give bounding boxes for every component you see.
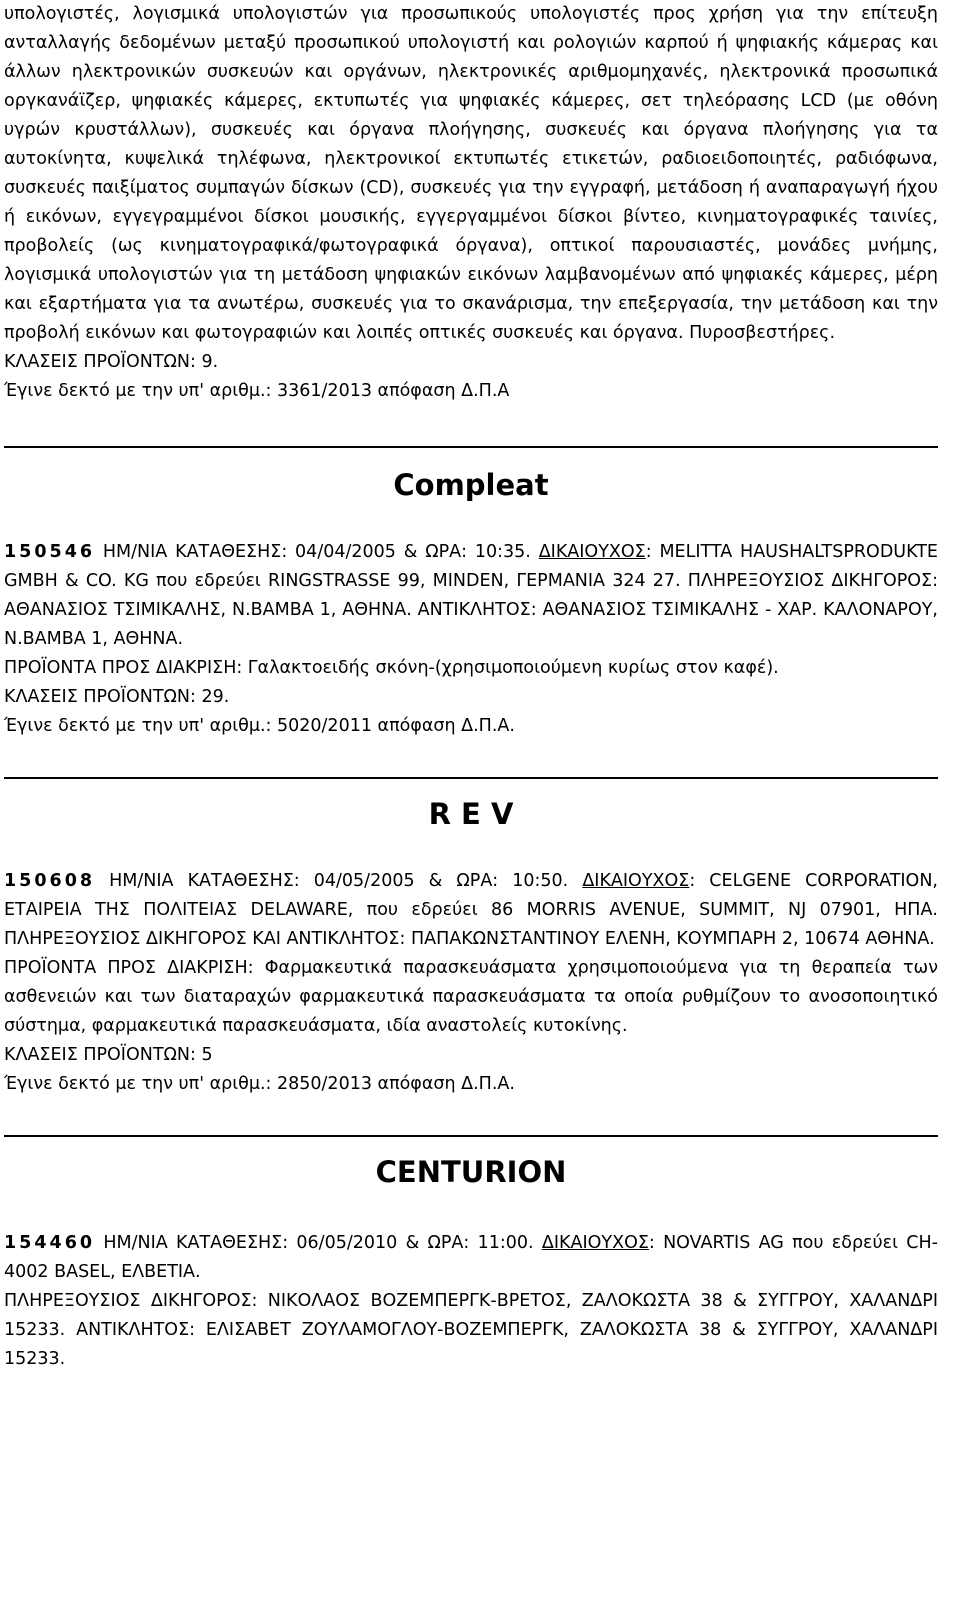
owner-label: ΔΙΚΑΙΟΥΧΟΣ bbox=[582, 871, 690, 891]
entry-150546-header bbox=[4, 538, 938, 654]
trademark-compleat: Compleat bbox=[393, 468, 549, 502]
owner-label: ΔΙΚΑΙΟΥΧΟΣ bbox=[538, 542, 646, 562]
entry-number: 150608 bbox=[4, 871, 96, 891]
entry-number: 150546 bbox=[4, 542, 96, 562]
entry-154460-attorney: ΠΛΗΡΕΞΟΥΣΙΟΣ ΔΙΚΗΓΟΡΟΣ: ΝΙΚΟΛΑΟΣ ΒΟΖΕΜΠΕΡΓΚ-ΒΡΕΤΟΣ, ΖΑΛΟΚΩΣΤΑ 38 & ΣΥΓΓΡΟΥ, ΧΑΛΑΝΔΡΙ 15233. ΑΝΤΙΚΛΗΤΟΣ: ΕΛΙΣΑΒΕΤ ΖΟΥΛΑΜΟΓΛΟΥ-ΒΟΖΕΜΠΕΡΓΚ, ΖΑΛΟΚΩΣΤΑ 38 & ΣΥΓΓΡΟΥ, ΧΑΛΑΝΔΡΙ 15233. bbox=[4, 1291, 938, 1369]
entry-150546-products: ΠΡΟΪΟΝΤΑ ΠΡΟΣ ΔΙΑΚΡΙΣΗ: Γαλακτοειδής σκόνη-(χρησιμοποιούμενη κυρίως στον καφέ). bbox=[4, 658, 779, 678]
filing-date: ΗΜ/ΝΙΑ ΚΑΤΑΘΕΣΗΣ: 04/05/2005 & ΩΡΑ: 10:50. bbox=[95, 871, 583, 891]
section-divider bbox=[4, 1135, 938, 1137]
intro-accepted: Έγινε δεκτό με την υπ' αριθμ.: 3361/2013 απόφαση Δ.Π.Α bbox=[4, 381, 510, 401]
trademark-centurion: CENTURION bbox=[375, 1155, 567, 1189]
section-divider bbox=[4, 777, 938, 779]
owner-details: : NOVARTIS AG που εδρεύει CH-4002 BASEL, ΕΛΒΕΤΙΑ. bbox=[4, 1233, 938, 1282]
entry-150546-classes: ΚΛΑΣΕΙΣ ΠΡΟΪΟΝΤΩΝ: 29. bbox=[4, 687, 230, 707]
intro-classes: ΚΛΑΣΕΙΣ ΠΡΟΪΟΝΤΩΝ: 9. bbox=[4, 352, 219, 372]
owner-details: : MELITTA HAUSHALTSPRODUKTE GMBH & CO. KG που εδρεύει RINGSTRASSE 99, MINDEN, ΓΕΡΜΑΝΙΑ 324 27. ΠΛΗΡΕΞΟΥΣΙΟΣ ΔΙΚΗΓΟΡΟΣ: ΑΘΑΝΑΣΙΟΣ ΤΣΙΜΙΚΑΛΗΣ, Ν.ΒΑΜΒΑ 1, ΑΘΗΝΑ. ΑΝΤΙΚΛΗΤΟΣ: ΑΘΑΝΑΣΙΟΣ ΤΣΙΜΙΚΑΛΗΣ - ΧΑΡ. ΚΑΛΟΝΑΡΟΥ, Ν.ΒΑΜΒΑ 1, ΑΘΗΝΑ. bbox=[4, 542, 938, 649]
filing-date: ΗΜ/ΝΙΑ ΚΑΤΑΘΕΣΗΣ: 06/05/2010 & ΩΡΑ: 11:00. bbox=[95, 1233, 542, 1253]
entry-150608-accepted: Έγινε δεκτό με την υπ' αριθμ.: 2850/2013 απόφαση Δ.Π.Α. bbox=[4, 1074, 515, 1094]
entry-150546-accepted: Έγινε δεκτό με την υπ' αριθμ.: 5020/2011 απόφαση Δ.Π.Α. bbox=[4, 716, 515, 736]
owner-details: : CELGENE CORPORATION, ΕΤΑΙΡΕΙΑ ΤΗΣ ΠΟΛΙΤΕΙΑΣ DELAWARE, που εδρεύει 86 MORRIS AVENUE, SUMMIT, NJ 07901, ΗΠΑ. ΠΛΗΡΕΞΟΥΣΙΟΣ ΔΙΚΗΓΟΡΟΣ ΚΑΙ ΑΝΤΙΚΛΗΤΟΣ: ΠΑΠΑΚΩΝΣΤΑΝΤΙΝΟΥ ΕΛΕΝΗ, ΚΟΥΜΠΑΡΗ 2, 10674 ΑΘΗΝΑ. bbox=[4, 871, 938, 949]
section-divider bbox=[4, 446, 938, 448]
entry-154460-header bbox=[4, 1229, 938, 1287]
entry-150608-header bbox=[4, 867, 938, 954]
owner-label: ΔΙΚΑΙΟΥΧΟΣ bbox=[541, 1233, 649, 1253]
intro-goods-description: υπολογιστές, λογισμικά υπολογιστών για προσωπικούς υπολογιστές προς χρήση για την επίτευξη ανταλλαγής δεδομένων μεταξύ προσωπικού υπολογιστή και ρολογιών καρπού ή ψηφιακής κάμερας και άλλων ηλεκτρονικών συσκευών και οργάνων, ηλεκτρονικές αριθμομηχανές, ηλεκτρονικά προσωπικά οργκανάϊζερ, ψηφιακές κάμερες, εκτυπωτές για ψηφιακές κάμερες, σετ τηλεόρασης LCD (με οθόνη υγρών κρυστάλλων), συσκευές και όργανα πλοήγησης, συσκευές και όργανα πλοήγησης για τα αυτοκίνητα, κυψελικά τηλέφωνα, ηλεκτρονικοί εκτυπωτές ετικετών, ραδιοειδοποιητές, ραδιόφωνα, συσκευές παιξίματος συμπαγών δίσκων (CD), συσκευές για την εγγραφή, μετάδοση ή αναπαραγωγή ήχου ή εικόνων, εγγεγραμμένοι δίσκοι μουσικής, εγγεργαμμένοι δίσκοι βίντεο, κινηματογραφικές ταινίες, προβολείς (ως κινηματογραφικά/φωτογραφικά όργανα), οπτικοί παρουσιαστές, μονάδες μνήμης, λογισμικά υπολογιστών για τη μετάδοση ψηφιακών εικόνων λαμβανομένων από ψηφιακές κάμερες, μέρη και εξαρτήματα για τα ανωτέρω, συσκευές για το σκανάρισμα, την επεξεργασία, την μετάδοση και την προβολή εικόνων και φωτογραφιών και λοιπές οπτικές συσκευές και όργανα. Πυροσβεστήρες. bbox=[4, 4, 938, 343]
entry-number: 154460 bbox=[4, 1233, 96, 1253]
trademark-rev: R E V bbox=[428, 797, 514, 831]
entry-150608-classes: ΚΛΑΣΕΙΣ ΠΡΟΪΟΝΤΩΝ: 5 bbox=[4, 1045, 213, 1065]
filing-date: ΗΜ/ΝΙΑ ΚΑΤΑΘΕΣΗΣ: 04/04/2005 & ΩΡΑ: 10:35. bbox=[95, 542, 539, 562]
entry-150608-products: ΠΡΟΪΟΝΤΑ ΠΡΟΣ ΔΙΑΚΡΙΣΗ: Φαρμακευτικά παρασκευάσματα χρησιμοποιούμενα για τη θεραπεία των ασθενειών και των διαταραχών φαρμακευτικά παρασκευάσματα τα οποία ρυθμίζουν το ανοσοποιητικό σύστημα, φαρμακευτικά παρασκευάσματα, ιδία αναστολείς κυτοκίνης. bbox=[4, 958, 938, 1036]
